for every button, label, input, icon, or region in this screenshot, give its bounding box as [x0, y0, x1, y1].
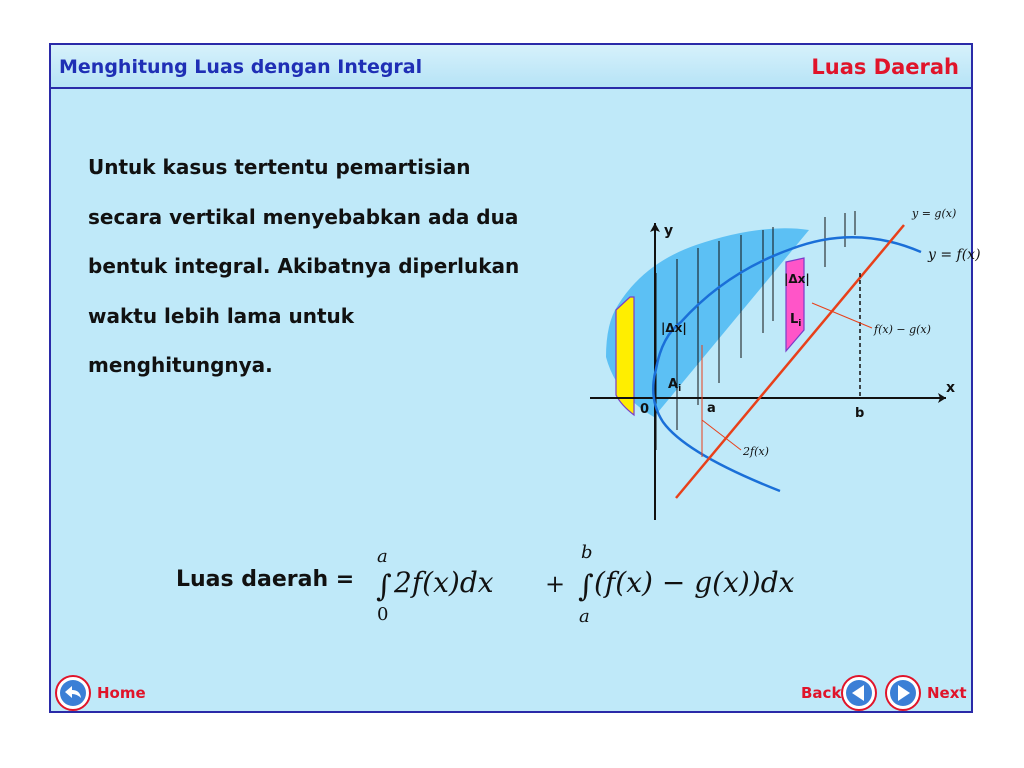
home-icon	[55, 675, 91, 711]
plus-sign: +	[545, 570, 566, 598]
dx-label-left: |Δx|	[661, 321, 687, 335]
int1-upper: a	[377, 546, 388, 567]
home-button[interactable]	[55, 675, 155, 711]
b-label: b	[855, 406, 865, 421]
explanation-text: Untuk kasus tertentu pemartisian secara vertikal menyebabkan ada dua bentuk integral. Akibatnya diperlukan waktu lebih lama untuk menghitungnya.	[88, 155, 520, 377]
int1-body: 2f(x)dx	[394, 566, 494, 599]
dx-label-right: |Δx|	[784, 272, 810, 286]
next-button[interactable]	[885, 675, 969, 711]
next-arrow-icon	[885, 675, 921, 711]
section-title: Luas Daerah	[811, 55, 959, 79]
area-formula	[176, 540, 876, 630]
int2-lower: a	[579, 606, 590, 627]
page-title: Menghitung Luas dengan Integral	[59, 56, 423, 78]
next-label: Next	[927, 684, 967, 702]
slide-frame	[49, 43, 981, 713]
strip-a-label: $A_i$	[668, 377, 682, 394]
int2-sign: ∫	[578, 569, 594, 604]
int2-body: (f(x) − g(x))dx	[594, 566, 795, 599]
back-arrow-icon	[841, 675, 877, 711]
home-label: Home	[97, 684, 146, 702]
twof-label: 2f(x)	[743, 445, 769, 458]
back-label: Back	[801, 684, 842, 702]
diff-label: f(x) − g(x)	[874, 323, 931, 336]
y-axis-label: y	[664, 223, 674, 239]
x-axis-label: x	[946, 380, 956, 396]
int1-lower: 0	[377, 604, 389, 625]
region-fill	[606, 228, 809, 417]
curve-f-label: y = f(x)	[928, 247, 981, 263]
formula-expression	[366, 540, 836, 630]
area-diagram	[536, 155, 981, 485]
strip-l-label: $L_i$	[790, 312, 802, 329]
back-button[interactable]	[801, 675, 881, 711]
origin-label: 0	[640, 402, 650, 417]
a-label: a	[707, 401, 716, 416]
curve-g-label: y = g(x)	[912, 207, 957, 220]
formula-label: Luas daerah =	[176, 567, 355, 592]
title-bar	[51, 45, 971, 89]
int1-sign: ∫	[376, 569, 392, 604]
int2-upper: b	[581, 542, 593, 563]
